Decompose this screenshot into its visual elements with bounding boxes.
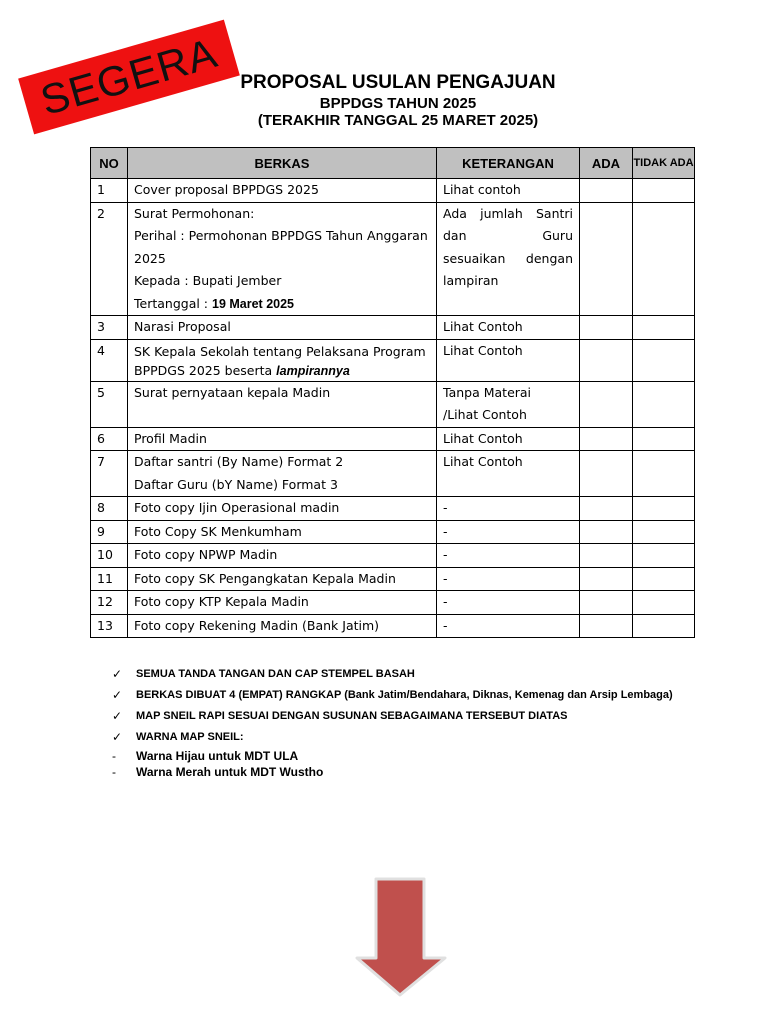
row-no: 6 — [91, 427, 128, 451]
note-item — [112, 727, 732, 748]
table-row — [91, 339, 695, 381]
row-no: 2 — [91, 202, 128, 316]
note-item — [112, 685, 732, 706]
table-row — [91, 520, 695, 544]
row-ada-cell — [580, 451, 633, 497]
row-ada-cell — [580, 316, 633, 340]
row-ada-cell — [580, 544, 633, 568]
row-ada-cell — [580, 591, 633, 615]
row-tidak-ada-cell — [633, 544, 695, 568]
row-tidak-ada-cell — [633, 381, 695, 427]
row-tidak-ada-cell — [633, 591, 695, 615]
row-berkas: Foto Copy SK Menkumham — [128, 520, 437, 544]
row-ada-cell — [580, 179, 633, 203]
keterangan-line: sesuaikan dengan lampiran — [443, 250, 573, 288]
row-keterangan: - — [437, 520, 580, 544]
requirements-table — [90, 147, 695, 638]
row-keterangan — [437, 202, 580, 316]
row-tidak-ada-cell — [633, 202, 695, 316]
row-berkas — [128, 339, 437, 381]
row-tidak-ada-cell — [633, 567, 695, 591]
row-ada-cell — [580, 427, 633, 451]
note-text: BERKAS DIBUAT 4 (EMPAT) RANGKAP (Bank Jatim/Bendahara, Diknas, Kemenag dan Arsip Lembaga) — [136, 689, 673, 701]
notes-list — [112, 664, 732, 780]
row-no: 11 — [91, 567, 128, 591]
header-berkas: BERKAS — [128, 148, 437, 179]
row-ada-cell — [580, 567, 633, 591]
row-no: 8 — [91, 497, 128, 521]
checkmark-icon: ✓ — [112, 667, 123, 681]
document-deadline: (TERAKHIR TANGGAL 25 MARET 2025) — [257, 112, 539, 129]
row-ada-cell — [580, 497, 633, 521]
row-berkas — [128, 202, 437, 316]
keterangan-line: Tanpa Materai — [443, 384, 532, 400]
row-tidak-ada-cell — [633, 427, 695, 451]
berkas-prefix: BPPDGS 2025 beserta — [134, 362, 277, 378]
row-tidak-ada-cell — [633, 614, 695, 638]
keterangan-line: /Lihat Contoh — [443, 407, 527, 422]
row-berkas: Foto copy KTP Kepala Madin — [128, 591, 437, 615]
berkas-line: SK Kepala Sekolah tentang Pelaksana Program — [134, 343, 426, 359]
table-row — [91, 497, 695, 521]
tertanggal-date: 19 Maret 2025 — [212, 296, 295, 311]
row-keterangan: - — [437, 614, 580, 638]
row-keterangan: - — [437, 544, 580, 568]
row-berkas: Surat pernyataan kepala Madin — [128, 381, 437, 427]
keterangan-line: Ada jumlah Santri dan Guru — [443, 205, 573, 243]
header-keterangan: KETERANGAN — [437, 148, 580, 179]
row-tidak-ada-cell — [633, 339, 695, 381]
berkas-line: Daftar Guru (bY Name) Format 3 — [134, 476, 338, 492]
checkmark-icon: ✓ — [112, 688, 123, 702]
tertanggal-label: Tertanggal : — [134, 295, 212, 311]
dash-icon: - — [112, 765, 116, 779]
row-berkas: Foto copy SK Pengangkatan Kepala Madin — [128, 567, 437, 591]
row-no: 1 — [91, 179, 128, 203]
row-no: 10 — [91, 544, 128, 568]
table-header-row — [91, 148, 695, 179]
table-row — [91, 202, 695, 316]
row-no: 12 — [91, 591, 128, 615]
row-keterangan: Lihat contoh — [437, 179, 580, 203]
berkas-line: Daftar santri (By Name) Format 2 — [134, 454, 344, 469]
row-berkas — [128, 451, 437, 497]
berkas-tertanggal — [134, 293, 430, 316]
table-row — [91, 544, 695, 568]
row-keterangan: - — [437, 591, 580, 615]
document-subtitle: BPPDGS TAHUN 2025 — [319, 95, 477, 112]
note-item — [112, 664, 732, 685]
row-keterangan: - — [437, 497, 580, 521]
row-tidak-ada-cell — [633, 497, 695, 521]
berkas-line — [134, 359, 430, 381]
row-ada-cell — [580, 614, 633, 638]
row-keterangan: Lihat Contoh — [437, 316, 580, 340]
table-row — [91, 614, 695, 638]
row-ada-cell — [580, 202, 633, 316]
checkmark-icon: ✓ — [112, 709, 123, 723]
row-berkas: Cover proposal BPPDGS 2025 — [128, 179, 437, 203]
document-title: PROPOSAL USULAN PENGAJUAN — [240, 72, 556, 93]
berkas-title: Surat Permohonan: — [134, 205, 255, 221]
checkmark-icon: ✓ — [112, 730, 123, 744]
row-ada-cell — [580, 520, 633, 544]
color-text: Warna Merah untuk MDT Wustho — [136, 765, 324, 779]
table-row — [91, 451, 695, 497]
row-berkas: Foto copy Rekening Madin (Bank Jatim) — [128, 614, 437, 638]
header-tidak-ada: TIDAK ADA — [633, 148, 695, 179]
color-item — [112, 764, 732, 780]
table-row — [91, 427, 695, 451]
row-berkas: Foto copy Ijin Operasional madin — [128, 497, 437, 521]
row-keterangan: Lihat Contoh — [437, 451, 580, 497]
table-row — [91, 381, 695, 427]
row-keterangan — [437, 381, 580, 427]
table-row — [91, 591, 695, 615]
row-berkas: Profil Madin — [128, 427, 437, 451]
arrow-down-icon — [354, 876, 448, 998]
row-tidak-ada-cell — [633, 179, 695, 203]
row-tidak-ada-cell — [633, 520, 695, 544]
color-item — [112, 748, 732, 764]
dash-icon: - — [112, 749, 116, 763]
stamp-text: SEGERA — [35, 28, 223, 125]
row-no: 5 — [91, 381, 128, 427]
header-no: NO — [91, 148, 128, 179]
row-no: 13 — [91, 614, 128, 638]
row-berkas: Foto copy NPWP Madin — [128, 544, 437, 568]
color-text: Warna Hijau untuk MDT ULA — [136, 749, 299, 763]
note-text: WARNA MAP SNEIL: — [136, 731, 244, 743]
row-berkas: Narasi Proposal — [128, 316, 437, 340]
row-ada-cell — [580, 339, 633, 381]
berkas-emphasis: lampirannya — [276, 363, 350, 378]
row-ada-cell — [580, 381, 633, 427]
table-row — [91, 567, 695, 591]
row-tidak-ada-cell — [633, 451, 695, 497]
note-item — [112, 706, 732, 727]
berkas-perihal: Perihal : Permohonan BPPDGS Tahun Anggaran 2025 — [134, 228, 428, 266]
note-text: SEMUA TANDA TANGAN DAN CAP STEMPEL BASAH — [136, 668, 415, 680]
row-keterangan: Lihat Contoh — [437, 339, 580, 381]
row-no: 9 — [91, 520, 128, 544]
row-no: 7 — [91, 451, 128, 497]
row-no: 3 — [91, 316, 128, 340]
berkas-kepada: Kepada : Bupati Jember — [134, 273, 282, 288]
row-no: 4 — [91, 339, 128, 381]
header-ada: ADA — [580, 148, 633, 179]
table-row — [91, 316, 695, 340]
row-keterangan: Lihat Contoh — [437, 427, 580, 451]
row-keterangan: - — [437, 567, 580, 591]
note-text: MAP SNEIL RAPI SESUAI DENGAN SUSUNAN SEBAGAIMANA TERSEBUT DIATAS — [136, 710, 568, 722]
table-row — [91, 179, 695, 203]
row-tidak-ada-cell — [633, 316, 695, 340]
